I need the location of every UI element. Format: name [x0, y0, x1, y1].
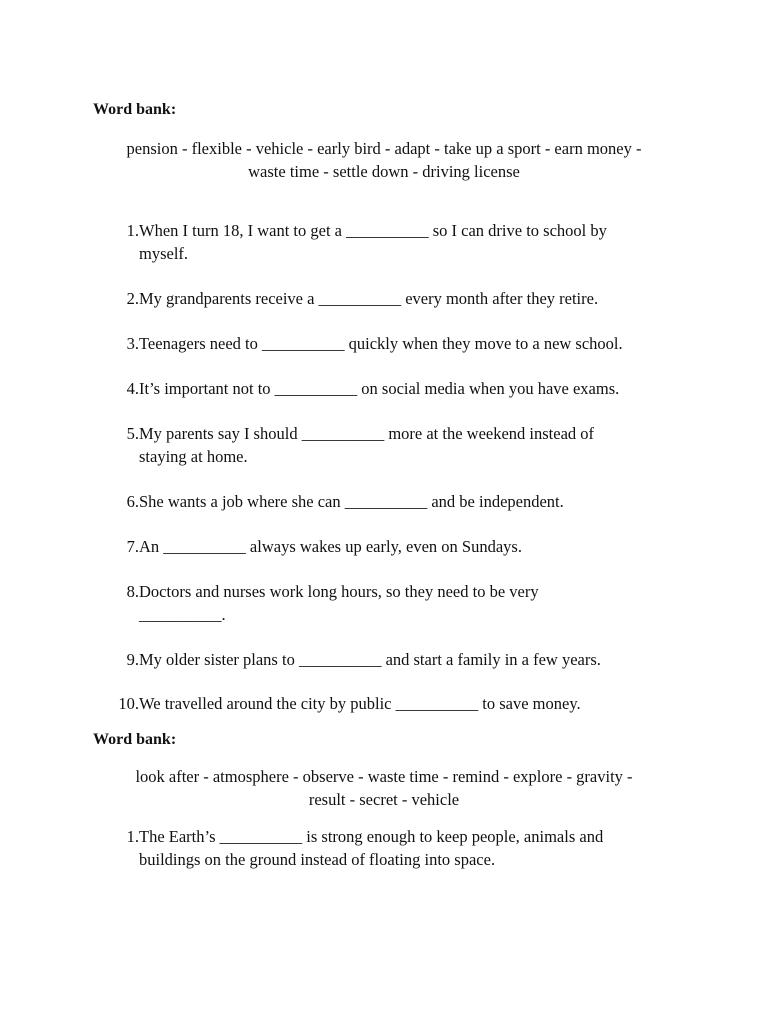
- question-number: 9.: [126, 650, 139, 669]
- question-item: [114, 692, 674, 715]
- question-text: My grandparents receive a __________ every month after they retire.: [139, 289, 599, 308]
- word-bank: [90, 137, 678, 183]
- word-bank-heading: Word bank:: [93, 101, 177, 118]
- question-item: [114, 580, 674, 626]
- question-item: [114, 219, 674, 265]
- question-item: [114, 422, 674, 468]
- question-number: 1.: [126, 221, 139, 240]
- question-item: [114, 535, 674, 558]
- question-item: [114, 287, 674, 310]
- question-item: [114, 332, 674, 355]
- question-text-continued: __________.: [139, 605, 226, 624]
- question-text-continued: staying at home.: [139, 447, 248, 466]
- word-bank-line: waste time - settle down - driving license: [248, 162, 520, 181]
- word-bank-line: look after - atmosphere - observe - waste time - remind - explore - gravity -: [135, 767, 633, 786]
- question-text: Teenagers need to __________ quickly when they move to a new school.: [139, 334, 623, 353]
- question-item: [114, 490, 674, 513]
- question-item: [114, 648, 674, 671]
- question-number: 4.: [126, 379, 139, 398]
- question-text-continued: buildings on the ground instead of floating into space.: [139, 850, 496, 869]
- question-text: When I turn 18, I want to get a __________ so I can drive to school by: [139, 221, 607, 240]
- question-item: [114, 377, 674, 400]
- word-bank: [90, 765, 678, 811]
- word-bank-line: result - secret - vehicle: [308, 790, 460, 809]
- word-bank-line: pension - flexible - vehicle - early bird - adapt - take up a sport - earn money -: [126, 139, 642, 158]
- question-number: 6.: [126, 492, 139, 511]
- question-number: 7.: [126, 537, 139, 556]
- question-number: 1.: [126, 827, 139, 846]
- question-number: 3.: [126, 334, 139, 353]
- question-text: My older sister plans to __________ and start a family in a few years.: [139, 650, 601, 669]
- word-bank-heading: Word bank:: [93, 731, 177, 748]
- question-text: My parents say I should __________ more at the weekend instead of: [139, 424, 595, 443]
- question-number: 10.: [118, 694, 139, 713]
- question-number: 8.: [126, 582, 139, 601]
- question-text: The Earth’s __________ is strong enough to keep people, animals and: [139, 827, 604, 846]
- question-text-continued: myself.: [139, 244, 189, 263]
- question-item: [114, 825, 674, 871]
- question-text: It’s important not to __________ on social media when you have exams.: [139, 379, 620, 398]
- question-text: An __________ always wakes up early, even on Sundays.: [139, 537, 522, 556]
- question-number: 2.: [126, 289, 139, 308]
- question-text: Doctors and nurses work long hours, so they need to be very: [139, 582, 539, 601]
- question-number: 5.: [126, 424, 139, 443]
- question-text: She wants a job where she can __________ and be independent.: [139, 492, 564, 511]
- question-text: We travelled around the city by public __________ to save money.: [139, 694, 581, 713]
